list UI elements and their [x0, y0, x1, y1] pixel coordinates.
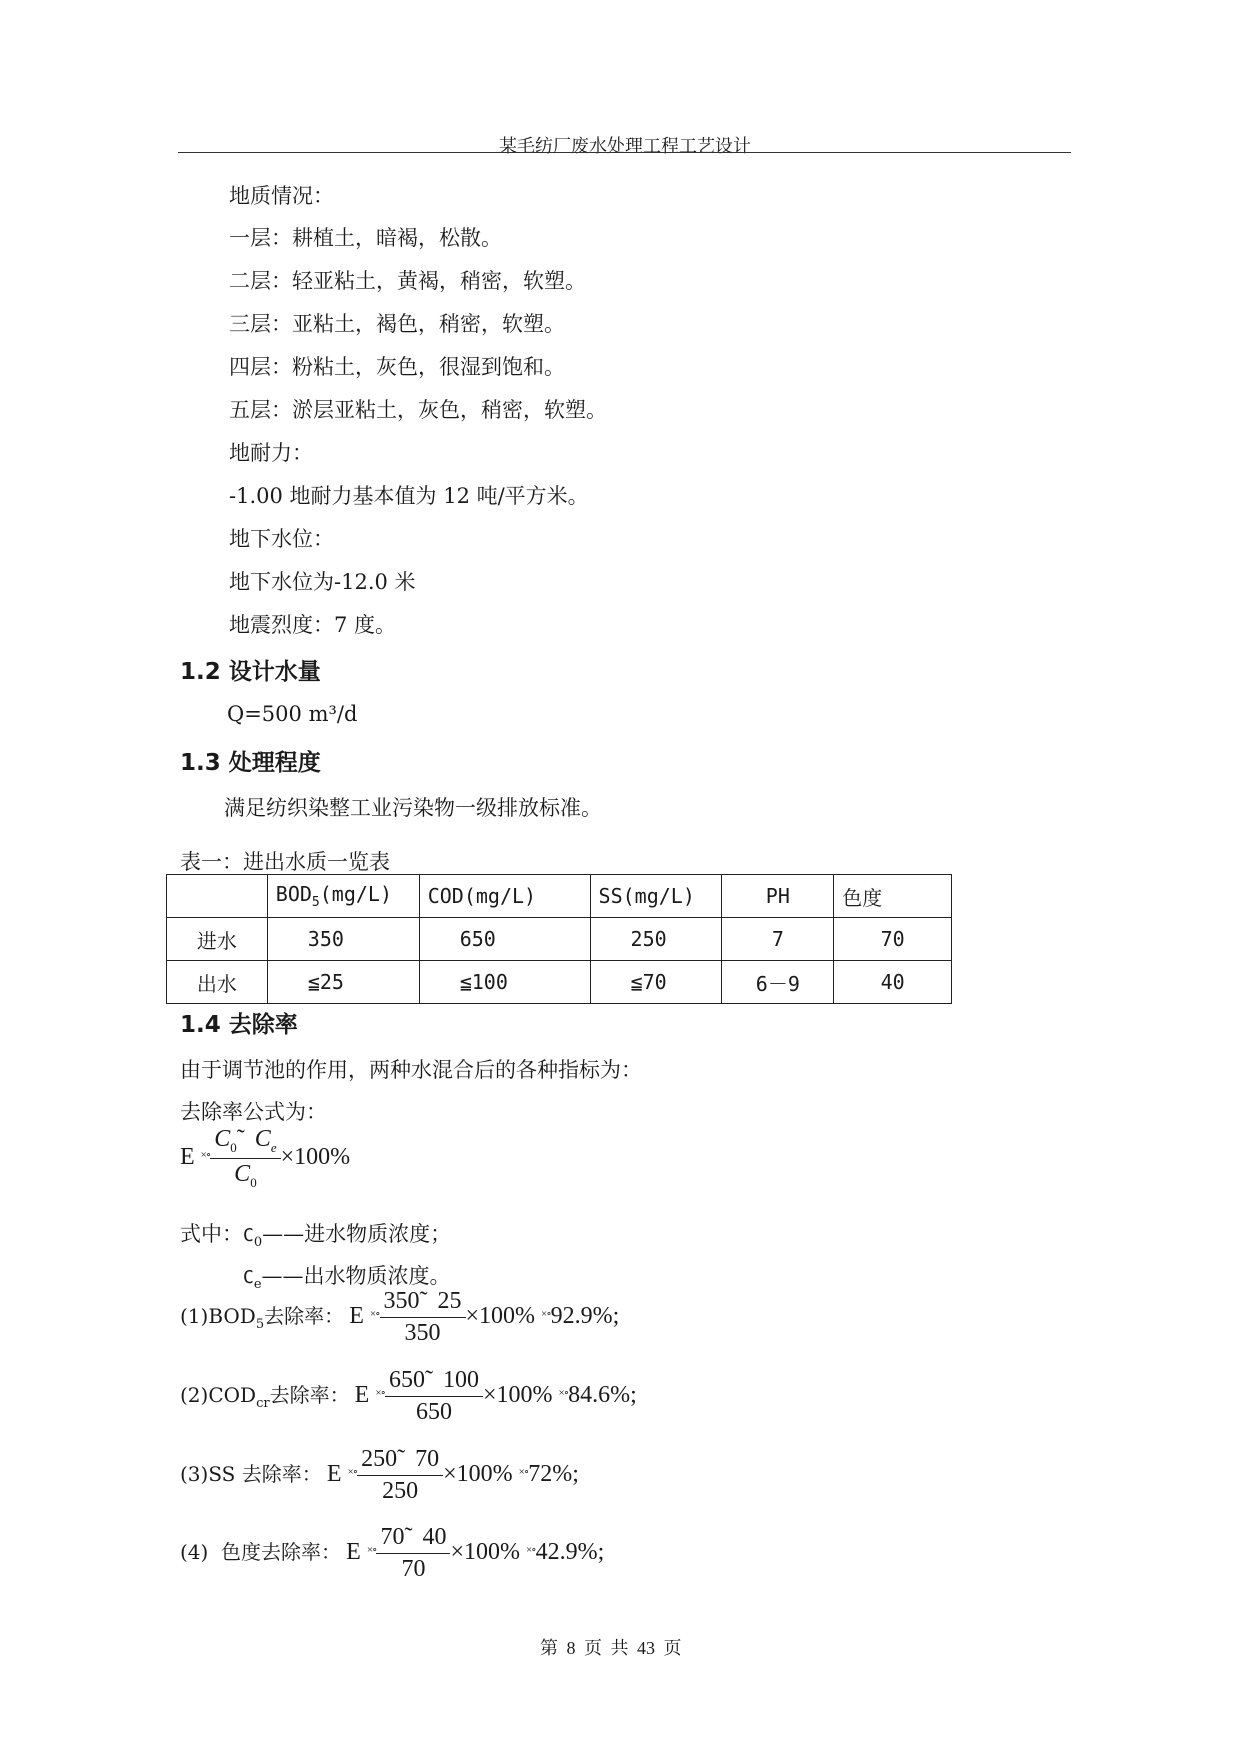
- where-ce-line: $C_e——$出水物质浓度。: [243, 1264, 451, 1293]
- table-header-cell: 色度: [834, 875, 952, 918]
- table-cell: 350: [267, 918, 419, 961]
- table-cell: ≦25: [267, 961, 419, 1004]
- table-cell: ≦70: [590, 961, 722, 1004]
- row-label: 进水: [167, 918, 268, 961]
- removal-item-ss: (3)SS 去除率： E ×∘ $\frac{250̃ 70}{250}$ ×100% ×∘72%;: [180, 1446, 579, 1504]
- geology-layer-2: 二层：轻亚粘土，黄褐，稍密，软塑。: [229, 269, 586, 293]
- geology-layer-1: 一层：耕植土，暗褐，松散。: [229, 226, 502, 250]
- where-c0-line: 式中：$C_0——$进水物质浓度；: [180, 1222, 452, 1251]
- removal-rate-formula: [180, 1126, 350, 1191]
- removal-item-bod: $(1)BOD_5$去除率： E ×∘ $\frac{350̃ 25}{350}$ ×100% ×∘92.9%;: [180, 1288, 620, 1346]
- table-header-cell: [167, 875, 268, 918]
- formula-lhs: E: [180, 1143, 195, 1170]
- header-divider: [178, 152, 1071, 153]
- page-number: 第 8 页 共 43 页: [540, 1638, 682, 1658]
- geology-layer-5: 五层：淤层亚粘土，灰色，稍密，软塑。: [229, 398, 607, 422]
- table-header-row: [167, 875, 952, 918]
- table-cell: 650: [419, 918, 590, 961]
- table-cell: 250: [590, 918, 722, 961]
- table-cell: 70: [834, 918, 952, 961]
- groundwater-title: 地下水位：: [229, 527, 334, 551]
- section-1-4-heading: 1.4 去除率: [180, 1012, 298, 1038]
- table-header-cell: PH: [722, 875, 834, 918]
- bearing-value: -1.00 地耐力基本值为 12 吨/平方米。: [229, 484, 589, 508]
- table-header-cell: $BOD_5(mg/L)$: [267, 875, 419, 918]
- mixing-intro-text: 由于调节池的作用，两种水混合后的各种指标为：: [180, 1058, 642, 1082]
- table-cell: 40: [834, 961, 952, 1004]
- table-header-cell: SS(mg/L): [590, 875, 722, 918]
- row-label: 出水: [167, 961, 268, 1004]
- table-row: [167, 961, 952, 1004]
- design-flow-value: Q=500 m³/d: [227, 702, 358, 726]
- formula-fraction: $\frac{C_0̃ C_e}{C_0}$: [210, 1126, 280, 1191]
- section-1-3-heading: 1.3 处理程度: [180, 750, 321, 776]
- geology-layer-3: 三层：亚粘土，褐色，稍密，软塑。: [229, 312, 565, 336]
- seismic-intensity: 地震烈度：7 度。: [229, 613, 397, 637]
- bearing-title: 地耐力：: [229, 441, 313, 465]
- formula-label: 去除率公式为：: [180, 1100, 327, 1124]
- geology-layer-4: 四层：粉粘土，灰色，很湿到饱和。: [229, 355, 565, 379]
- table-caption: 表一：进出水质一览表: [180, 850, 390, 874]
- treatment-standard-text: 满足纺织染整工业污染物一级排放标准。: [224, 796, 602, 820]
- water-quality-table: [166, 874, 952, 1004]
- formula-times-100: ×100%: [280, 1143, 351, 1170]
- geology-title: 地质情况：: [229, 184, 334, 208]
- groundwater-value: 地下水位为-12.0 米: [229, 570, 416, 594]
- removal-item-color: (4) 色度去除率： E ×∘ $\frac{70̃ 40}{70}$ ×100% ×∘42.9%;: [180, 1524, 605, 1582]
- section-1-2-heading: 1.2 设计水量: [180, 659, 321, 685]
- table-row: [167, 918, 952, 961]
- table-cell: ≦100: [419, 961, 590, 1004]
- table-cell: 7: [722, 918, 834, 961]
- table-cell: 6－9: [722, 961, 834, 1004]
- page-header: 某毛纺厂废水处理工程工艺设计: [499, 136, 751, 157]
- removal-item-cod: $(2)COD_{cr}$去除率： E ×∘ $\frac{650̃ 100}{650}$ ×100% ×∘84.6%;: [180, 1367, 637, 1425]
- table-header-cell: COD(mg/L): [419, 875, 590, 918]
- equals-glyph: ×∘: [200, 1148, 211, 1161]
